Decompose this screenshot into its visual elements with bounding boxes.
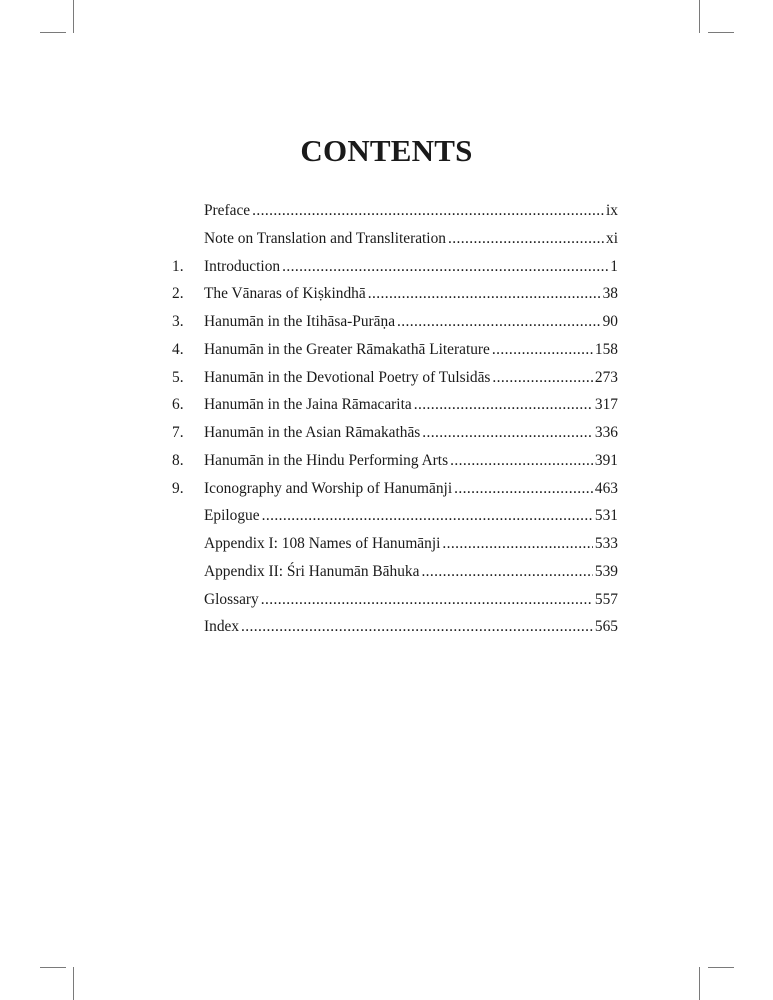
crop-mark-top-left-horizontal — [40, 32, 66, 33]
toc-entry-page: 557 — [594, 590, 618, 608]
toc-entry-page: 533 — [594, 535, 618, 552]
toc-dot-leader — [368, 285, 601, 303]
crop-mark-top-right-vertical — [699, 0, 700, 33]
toc-entry-page: 539 — [594, 562, 618, 580]
toc-entry-title: Preface — [204, 202, 251, 219]
toc-entry-title: Hanumān in the Asian Rāmakathās — [204, 424, 421, 441]
crop-mark-top-left-vertical — [73, 0, 74, 33]
toc-entry-title: Appendix II: Śri Hanumān Bāhuka — [204, 562, 420, 580]
toc-entry-page: 273 — [594, 368, 618, 386]
toc-dot-leader — [422, 424, 593, 442]
toc-entry-title: Introduction — [204, 257, 281, 275]
toc-entry — [172, 563, 618, 591]
toc-dot-leader — [261, 591, 593, 609]
toc-entry-title: The Vānaras of Kiṣkindhā — [204, 285, 366, 303]
toc-entry-number: 6. — [172, 396, 184, 414]
toc-dot-leader — [421, 563, 592, 581]
toc-dot-leader — [454, 480, 593, 498]
toc-entry-page: 1 — [610, 257, 618, 275]
toc-dot-leader — [414, 396, 593, 414]
toc-dot-leader — [241, 618, 593, 636]
toc-entry-title: Hanumān in the Devotional Poetry of Tulsidās — [204, 368, 491, 386]
toc-entry-title: Hanumān in the Greater Rāmakathā Literature — [204, 340, 490, 358]
toc-entry — [172, 202, 618, 230]
toc-entry-title: Note on Translation and Transliteration — [204, 229, 446, 247]
toc-entry — [172, 341, 618, 369]
toc-entry — [172, 285, 618, 313]
toc-entry-number: 7. — [172, 424, 184, 441]
toc-entry-number: 4. — [172, 340, 184, 358]
toc-entry-title: Hanumān in the Itihāsa-Purāṇa — [204, 313, 396, 330]
toc-dot-leader — [252, 202, 604, 220]
toc-entry — [172, 230, 618, 258]
toc-entry-page: 463 — [594, 479, 618, 497]
toc-entry-page: 531 — [594, 507, 618, 525]
toc-entry — [172, 313, 618, 341]
toc-entry-page: 336 — [594, 424, 618, 441]
toc-entry-title: Glossary — [204, 590, 259, 608]
crop-mark-bottom-left-horizontal — [40, 967, 66, 968]
toc-entry-page: ix — [606, 202, 618, 219]
toc-dot-leader — [492, 369, 592, 387]
page-title: CONTENTS — [300, 133, 473, 168]
toc-entry — [172, 618, 618, 646]
toc-entry — [172, 424, 618, 452]
toc-dot-leader — [450, 452, 593, 470]
toc-dot-leader — [448, 230, 604, 248]
toc-entry-page: 158 — [594, 340, 618, 358]
toc-entry — [172, 396, 618, 424]
toc-entry — [172, 369, 618, 397]
toc-entry-number: 2. — [172, 285, 184, 303]
toc-entry — [172, 452, 618, 480]
toc-entry-number: 9. — [172, 479, 184, 497]
toc-entry-number: 8. — [172, 451, 184, 469]
toc-entry — [172, 480, 618, 508]
toc-entry — [172, 507, 618, 535]
toc-entry-page: 38 — [602, 285, 618, 303]
crop-mark-bottom-right-vertical — [699, 967, 700, 1000]
toc-dot-leader — [492, 341, 593, 359]
toc-entry-title: Epilogue — [204, 507, 260, 525]
toc-entry-number: 5. — [172, 368, 184, 386]
crop-mark-top-right-horizontal — [708, 32, 734, 33]
toc-entry-page: 90 — [602, 313, 618, 330]
toc-entry — [172, 591, 618, 619]
toc-entry-page: 317 — [594, 396, 618, 414]
toc-entry-title: Iconography and Worship of Hanumānji — [204, 479, 453, 497]
table-of-contents — [172, 202, 618, 646]
toc-entry-number: 3. — [172, 313, 184, 330]
toc-dot-leader — [282, 258, 608, 276]
toc-entry-title: Hanumān in the Hindu Performing Arts — [204, 451, 449, 469]
toc-entry — [172, 535, 618, 563]
toc-dot-leader — [397, 313, 601, 331]
toc-dot-leader — [262, 507, 593, 525]
toc-entry — [172, 258, 618, 286]
toc-entry-page: xi — [606, 229, 618, 247]
toc-entry-number: 1. — [172, 257, 184, 275]
toc-entry-page: 565 — [594, 618, 618, 636]
crop-mark-bottom-right-horizontal — [708, 967, 734, 968]
toc-dot-leader — [442, 535, 593, 553]
toc-entry-title: Appendix I: 108 Names of Hanumānji — [204, 535, 441, 552]
toc-entry-page: 391 — [594, 451, 618, 469]
crop-mark-bottom-left-vertical — [73, 967, 74, 1000]
toc-entry-title: Hanumān in the Jaina Rāmacarita — [204, 396, 412, 414]
toc-entry-title: Index — [204, 618, 240, 636]
